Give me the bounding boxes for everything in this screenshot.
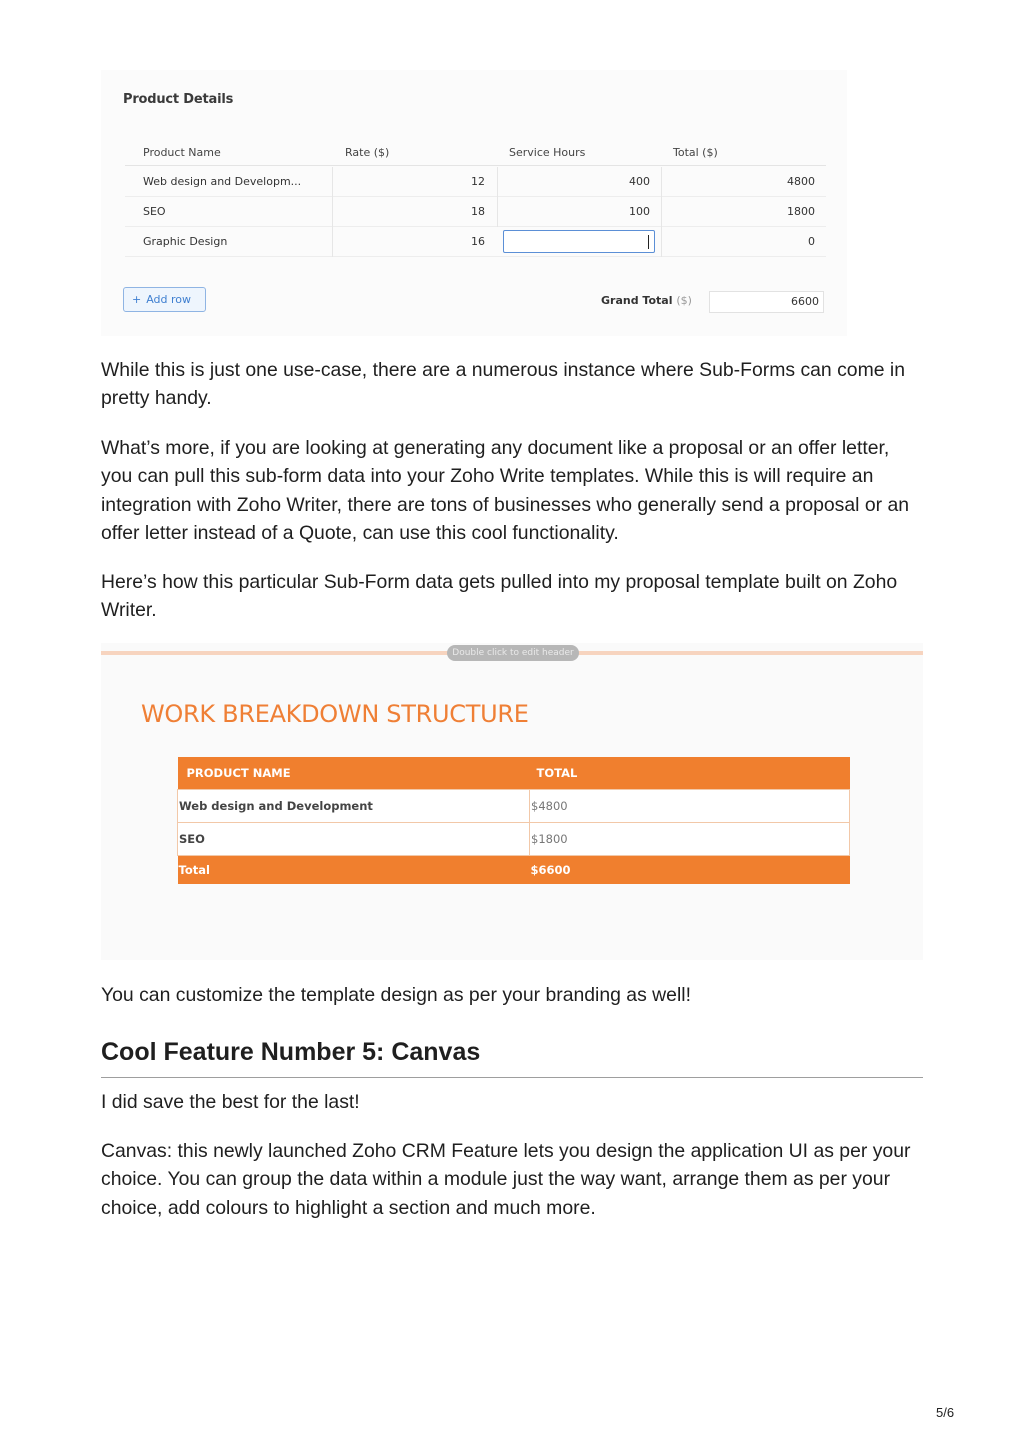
page-number: 5/6 [936, 1405, 955, 1420]
paragraph-canvas: Canvas: this newly launched Zoho CRM Feature lets you design the application UI as per your choice. You can group the data within a module just the way want, arrange them as per your choice, add colours to highlight a section and much more. [101, 1140, 911, 1219]
paragraph-whats-more: What’s more, if you are looking at generating any document like a proposal or an offer letter, you can pull this sub-form data into your Zoho Write templates. While this is will require an integration with Zoho Writer, there are tons of businesses who generally send a proposal or an offer letter instead of a Quote, can use this cool functionality. [101, 437, 910, 544]
rate-cell[interactable]: 12 [471, 175, 485, 188]
table-row [125, 167, 826, 197]
column-divider [661, 227, 662, 257]
column-divider [332, 167, 333, 197]
hours-cell[interactable]: 400 [629, 175, 650, 188]
service-hours-input[interactable] [503, 230, 655, 253]
grand-total-text: Grand Total [601, 294, 673, 307]
grand-total-label [601, 294, 692, 307]
add-row-button[interactable] [123, 287, 206, 312]
table-header-row [178, 757, 850, 789]
total-cell: 4800 [787, 175, 815, 188]
product-details-screenshot [101, 70, 847, 336]
wbs-table [177, 757, 850, 884]
table-row [178, 822, 850, 855]
rate-cell[interactable]: 18 [471, 205, 485, 218]
edit-header-hint[interactable]: Double click to edit header [447, 645, 579, 661]
table-footer-row [178, 855, 850, 884]
column-divider [497, 167, 498, 197]
paragraph-heres-how: Here’s how this particular Sub-Form data gets pulled into my proposal template built on Zoho Writer. [101, 571, 898, 622]
total-cell: $4800 [530, 789, 850, 822]
column-divider [661, 167, 662, 197]
hours-cell[interactable]: 100 [629, 205, 650, 218]
grand-total-unit: ($) [676, 294, 692, 307]
column-divider [497, 197, 498, 227]
column-header-service-hours: Service Hours [509, 146, 586, 159]
paragraph-customize: You can customize the template design as per your branding as well! [101, 984, 691, 1006]
product-details-title: Product Details [123, 92, 234, 107]
column-header-product-name: Product Name [143, 146, 221, 159]
section-heading: Cool Feature Number 5: Canvas [101, 1038, 481, 1066]
table-row [125, 197, 826, 227]
total-cell: 0 [808, 235, 815, 248]
text-caret [648, 235, 649, 249]
column-divider [332, 227, 333, 257]
wbs-title: WORK BREAKDOWN STRUCTURE [141, 700, 529, 728]
column-header-rate: Rate ($) [345, 146, 390, 159]
plus-icon: + [132, 293, 142, 306]
column-header-total: TOTAL [530, 757, 850, 789]
add-row-label: Add row [146, 293, 192, 306]
total-cell: $1800 [530, 822, 850, 855]
column-header-product-name: PRODUCT NAME [178, 757, 530, 789]
product-name-cell[interactable]: Web design and Developm... [143, 175, 302, 188]
product-name-cell: Web design and Development [178, 789, 530, 822]
product-name-cell: SEO [178, 822, 530, 855]
paragraph-best-for-last: I did save the best for the last! [101, 1091, 360, 1113]
header-divider [125, 165, 826, 166]
writer-template-screenshot [101, 643, 923, 960]
column-divider [332, 197, 333, 227]
grand-total-value: 6600 [709, 291, 824, 313]
product-name-cell[interactable]: Graphic Design [143, 235, 228, 248]
footer-total-label: Total [178, 855, 530, 884]
total-cell: 1800 [787, 205, 815, 218]
product-name-cell[interactable]: SEO [143, 205, 166, 218]
paragraph-use-case: While this is just one use-case, there are a numerous instance where Sub-Forms can come in pretty handy. [101, 359, 906, 410]
heading-rule [101, 1077, 923, 1078]
table-row [125, 227, 826, 257]
rate-cell[interactable]: 16 [471, 235, 485, 248]
footer-total-value: $6600 [530, 855, 850, 884]
column-header-total: Total ($) [673, 146, 718, 159]
table-row [178, 789, 850, 822]
column-divider [661, 197, 662, 227]
